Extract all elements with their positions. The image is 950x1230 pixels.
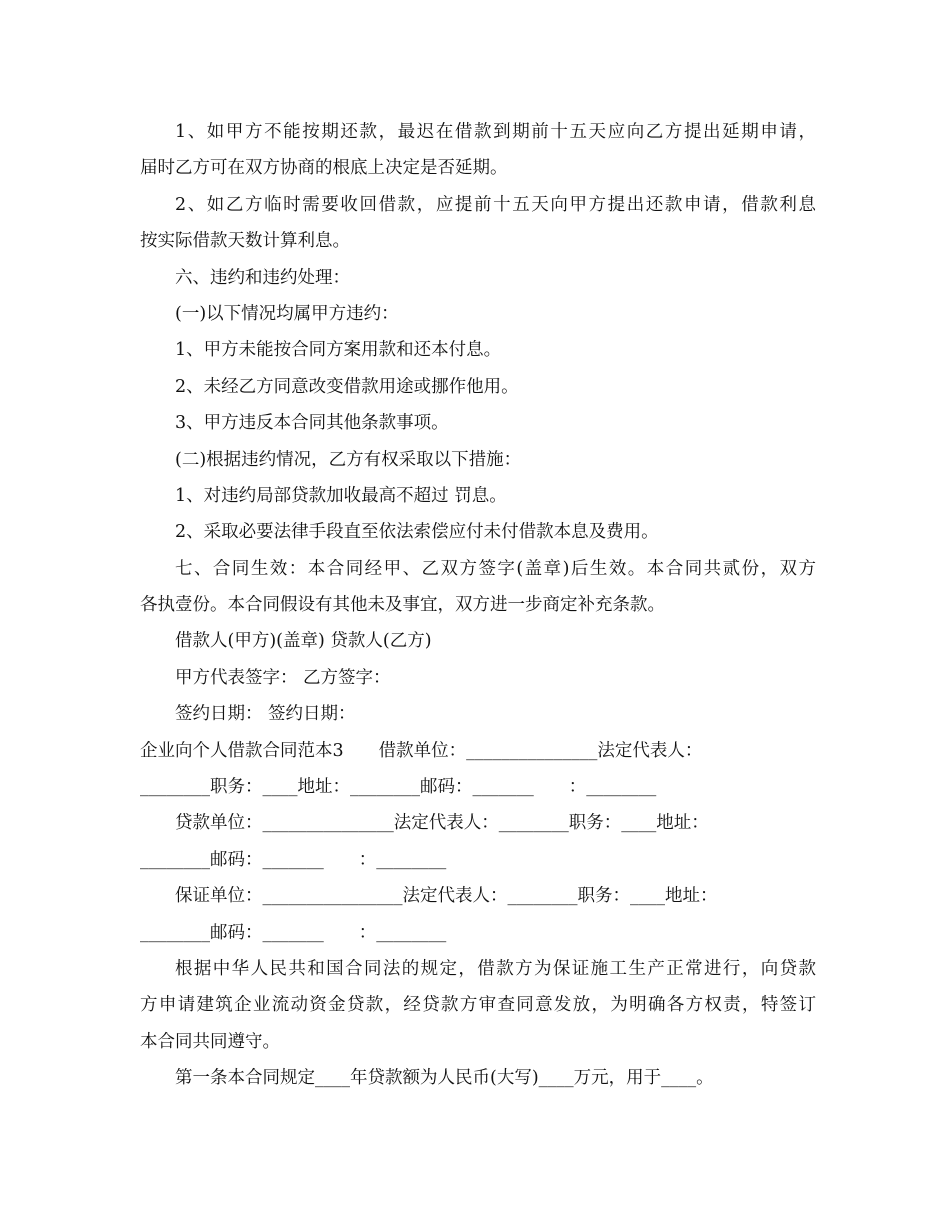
section-heading: 六、违约和违约处理： xyxy=(175,267,350,288)
paragraph-line: 各执壹份。本合同假设有其他未及事宜，双方进一步商定补充条款。 xyxy=(140,595,665,616)
subsection-heading: (一)以下情况均属甲方违约： xyxy=(175,303,399,324)
document-page xyxy=(140,114,816,1097)
form-field-line: 贷款单位：_______________法定代表人：________职务：____地址： xyxy=(175,813,709,834)
form-field-line: ________职务：____地址：________邮码：_______ ：________ xyxy=(140,777,657,798)
signature-line: 甲方代表签字： 乙方签字： xyxy=(175,667,391,688)
signature-line: 签约日期： 签约日期： xyxy=(175,704,356,725)
form-field-line: ________邮码：_______ ：________ xyxy=(140,849,447,870)
paragraph-line: 2、如乙方临时需要收回借款，应提前十五天向甲方提出还款申请，借款利息 xyxy=(175,194,816,215)
form-field-line: 保证单位：________________法定代表人：________职务：____地址： xyxy=(175,886,718,907)
paragraph-line: 1、如甲方不能按期还款，最迟在借款到期前十五天应向乙方提出延期申请， xyxy=(175,122,816,142)
subsection-heading: (二)根据违约情况，乙方有权采取以下措施： xyxy=(175,449,522,470)
paragraph-line: 按实际借款天数计算利息。 xyxy=(140,231,350,252)
paragraph-line: 根据中华人民共和国合同法的规定，借款方为保证施工生产正常进行，向贷款 xyxy=(175,958,816,979)
paragraph-line: 方申请建筑企业流动资金贷款，经贷款方审查同意发放，为明确各方权责，特签订 xyxy=(140,995,816,1016)
form-field-line: ________邮码：_______ ：________ xyxy=(140,922,447,943)
clause-item: 1、对违约局部贷款加收最高不超过 罚息。 xyxy=(175,485,507,506)
signature-line: 借款人(甲方)(盖章) 贷款人(乙方) xyxy=(175,631,432,652)
paragraph-line: 届时乙方可在双方协商的根底上决定是否延期。 xyxy=(140,158,508,179)
clause-item: 1、甲方未能按合同方案用款和还本付息。 xyxy=(175,340,502,361)
clause-item: 3、甲方违反本合同其他条款事项。 xyxy=(175,413,449,434)
section-heading: 七、合同生效：本合同经甲、乙双方签字(盖章)后生效。本合同共贰份，双方 xyxy=(175,558,816,579)
clause-item: 2、未经乙方同意改变借款用途或挪作他用。 xyxy=(175,376,519,397)
clause-item: 第一条本合同规定____年贷款额为人民币(大写)____万元，用于____。 xyxy=(175,1068,714,1089)
form-field-line: 企业向个人借款合同范本3 借款单位：_______________法定代表人： xyxy=(140,740,703,761)
clause-item: 2、采取必要法律手段直至依法索偿应付未付借款本息及费用。 xyxy=(175,522,659,543)
paragraph-line: 本合同共同遵守。 xyxy=(140,1031,280,1052)
